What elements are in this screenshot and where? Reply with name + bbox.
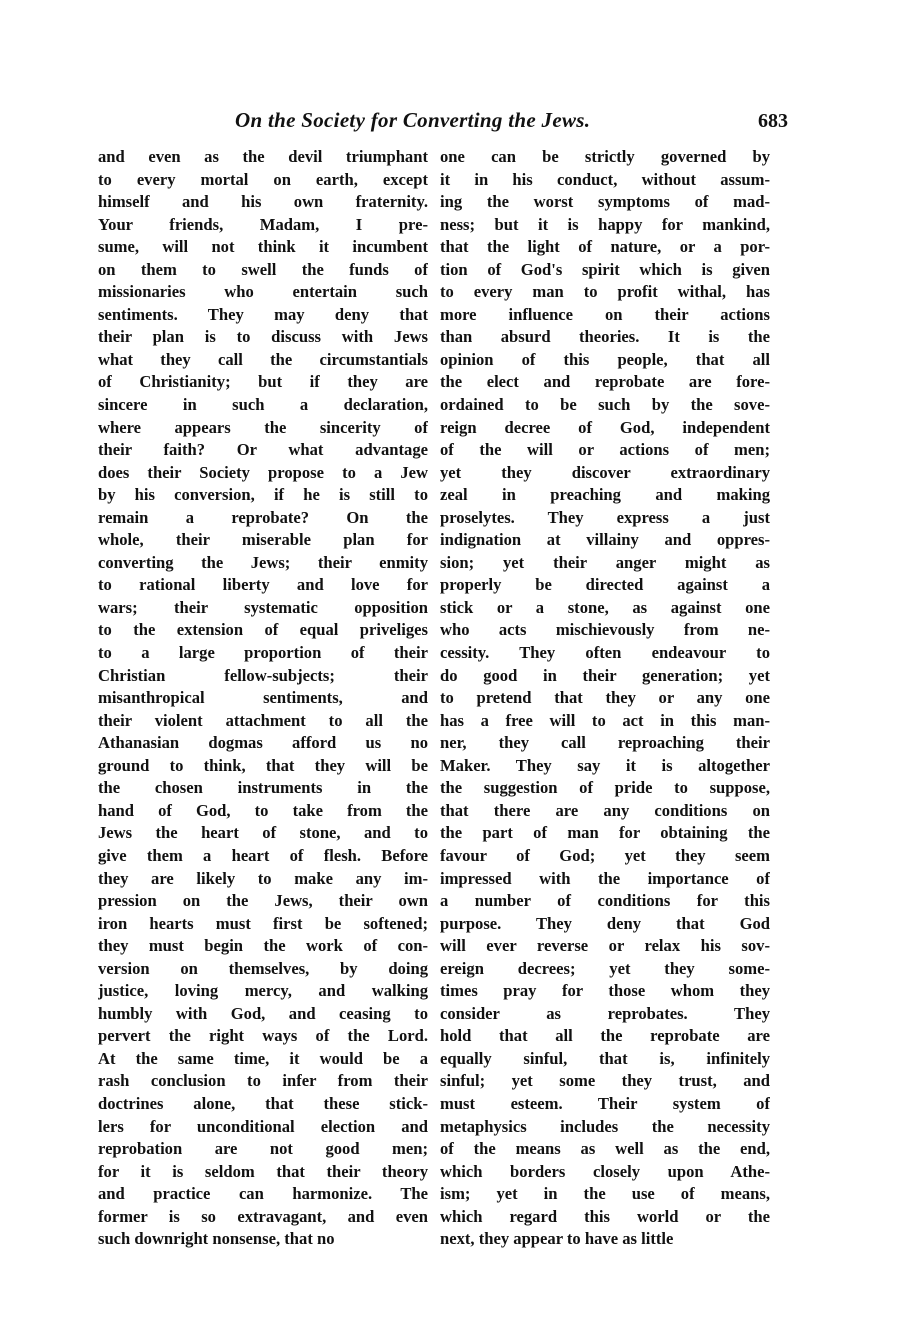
text-line: they are likely to make any im- [98,868,428,888]
text-line: such downright nonsense, that no [98,1229,335,1249]
text-line: Athanasian dogmas afford us no [98,733,428,753]
text-line: that the light of nature, or a por- [440,237,770,257]
text-line: rash conclusion to infer from their [98,1071,428,1091]
text-line: they must begin the work of con- [98,936,428,956]
text-line: sincere in such a declaration, [98,395,428,415]
text-line: ism; yet in the use of means, [440,1184,770,1204]
text-line: Your friends, Madam, I pre- [98,214,428,234]
text-line: ordained to be such by the sove- [440,395,770,415]
text-line: to every mortal on earth, except [98,169,428,189]
text-line: pervert the right ways of the Lord. [98,1026,428,1046]
text-line: who acts mischievously from ne- [440,620,770,640]
text-line: iron hearts must first be softened; [98,913,428,933]
text-line: opinion of this people, that all [440,349,770,369]
text-line: has a free will to act in this man- [440,710,770,730]
text-line: Christian fellow-subjects; their [98,665,428,685]
text-line: their violent attachment to all the [98,710,428,730]
text-line: tion of God's spirit which is given [440,259,770,279]
text-line: sion; yet their anger might as [440,552,770,572]
text-line: Jews the heart of stone, and to [98,823,428,843]
right-text-column [440,146,770,1276]
text-line: hold that all the reprobate are [440,1026,770,1046]
text-line: doctrines alone, that these stick- [98,1093,428,1113]
text-line: zeal in preaching and making [440,485,770,505]
text-line: sentiments. They may deny that [98,304,428,324]
text-line: impressed with the importance of [440,868,770,888]
text-line: the part of man for obtaining the [440,823,770,843]
text-line: metaphysics includes the necessity [440,1116,770,1136]
text-line: consider as reprobates. They [440,1003,770,1023]
text-line: whole, their miserable plan for [98,530,428,550]
text-line: favour of God; yet they seem [440,845,770,865]
text-line: of the means as well as the end, [440,1139,770,1159]
text-line: reprobation are not good men; [98,1139,428,1159]
text-line: the elect and reprobate are fore- [440,372,770,392]
text-line: their faith? Or what advantage [98,440,428,460]
text-line: for it is seldom that their theory [98,1161,428,1181]
page-number: 683 [758,110,788,132]
text-line: humbly with God, and ceasing to [98,1003,428,1023]
left-text-column [98,146,428,1276]
text-line: does their Society propose to a Jew [98,462,428,482]
text-line: proselytes. They express a just [440,507,770,527]
text-line: misanthropical sentiments, and [98,688,428,708]
text-line: what they call the circumstantials [98,349,428,369]
text-line: indignation at villainy and oppres- [440,530,770,550]
text-line: to every man to profit withal, has [440,282,770,302]
text-line: himself and his own fraternity. [98,192,428,212]
text-line: pression on the Jews, their own [98,891,428,911]
text-line: equally sinful, that is, infinitely [440,1048,770,1068]
text-line: must esteem. Their system of [440,1093,770,1113]
text-line: Maker. They say it is altogether [440,755,770,775]
text-line: missionaries who entertain such [98,282,428,302]
text-line: to rational liberty and love for [98,575,428,595]
text-line: former is so extravagant, and even [98,1206,428,1226]
text-line: and practice can harmonize. The [98,1184,428,1204]
text-line: a number of conditions for this [440,891,770,911]
text-line: the chosen instruments in the [98,778,428,798]
text-line: do good in their generation; yet [440,665,770,685]
text-line: which borders closely upon Athe- [440,1161,770,1181]
text-line: on them to swell the funds of [98,259,428,279]
text-line: and even as the devil triumphant [98,147,428,166]
text-line: hand of God, to take from the [98,800,428,820]
text-line: reign decree of God, independent [440,417,770,437]
text-line: lers for unconditional election and [98,1116,428,1136]
text-line: give them a heart of flesh. Before [98,845,428,865]
text-line: version on themselves, by doing [98,958,428,978]
text-line: wars; their systematic opposition [98,597,428,617]
text-line: by his conversion, if he is still to [98,485,428,505]
text-line: ing the worst symptoms of mad- [440,192,770,212]
text-line: of Christianity; but if they are [98,372,428,392]
text-line: the suggestion of pride to suppose, [440,778,770,798]
text-line: sinful; yet some they trust, and [440,1071,770,1091]
text-line: will ever reverse or relax his sov- [440,936,770,956]
text-line: properly be directed against a [440,575,770,595]
text-line: converting the Jews; their enmity [98,552,428,572]
text-line: ground to think, that they will be [98,755,428,775]
text-line: to pretend that they or any one [440,688,770,708]
text-line: remain a reprobate? On the [98,507,428,527]
text-line: of the will or actions of men; [440,440,770,460]
text-line: sume, will not think it incumbent [98,237,428,257]
text-line: At the same time, it would be a [98,1048,428,1068]
text-line: purpose. They deny that God [440,913,770,933]
text-line: cessity. They often endeavour to [440,643,770,663]
text-line: which regard this world or the [440,1206,770,1226]
page-header [100,108,800,138]
text-line: where appears the sincerity of [98,417,428,437]
text-line: more influence on their actions [440,304,770,324]
text-line: justice, loving mercy, and walking [98,981,428,1001]
text-line: than absurd theories. It is the [440,327,770,347]
text-line: that there are any conditions on [440,800,770,820]
text-line: to a large proportion of their [98,643,428,663]
text-line: next, they appear to have as little [440,1229,674,1249]
running-title: On the Society for Converting the Jews. [235,108,591,132]
text-line: yet they discover extraordinary [440,462,770,482]
text-line: one can be strictly governed by [440,147,770,166]
text-line: ner, they call reproaching their [440,733,770,753]
text-line: to the extension of equal priveliges [98,620,428,640]
text-line: stick or a stone, as against one [440,597,770,617]
text-line: their plan is to discuss with Jews [98,327,428,347]
text-line: ereign decrees; yet they some- [440,958,770,978]
text-line: ness; but it is happy for mankind, [440,214,770,234]
text-line: it in his conduct, without assum- [440,169,770,189]
text-line: times pray for those whom they [440,981,770,1001]
